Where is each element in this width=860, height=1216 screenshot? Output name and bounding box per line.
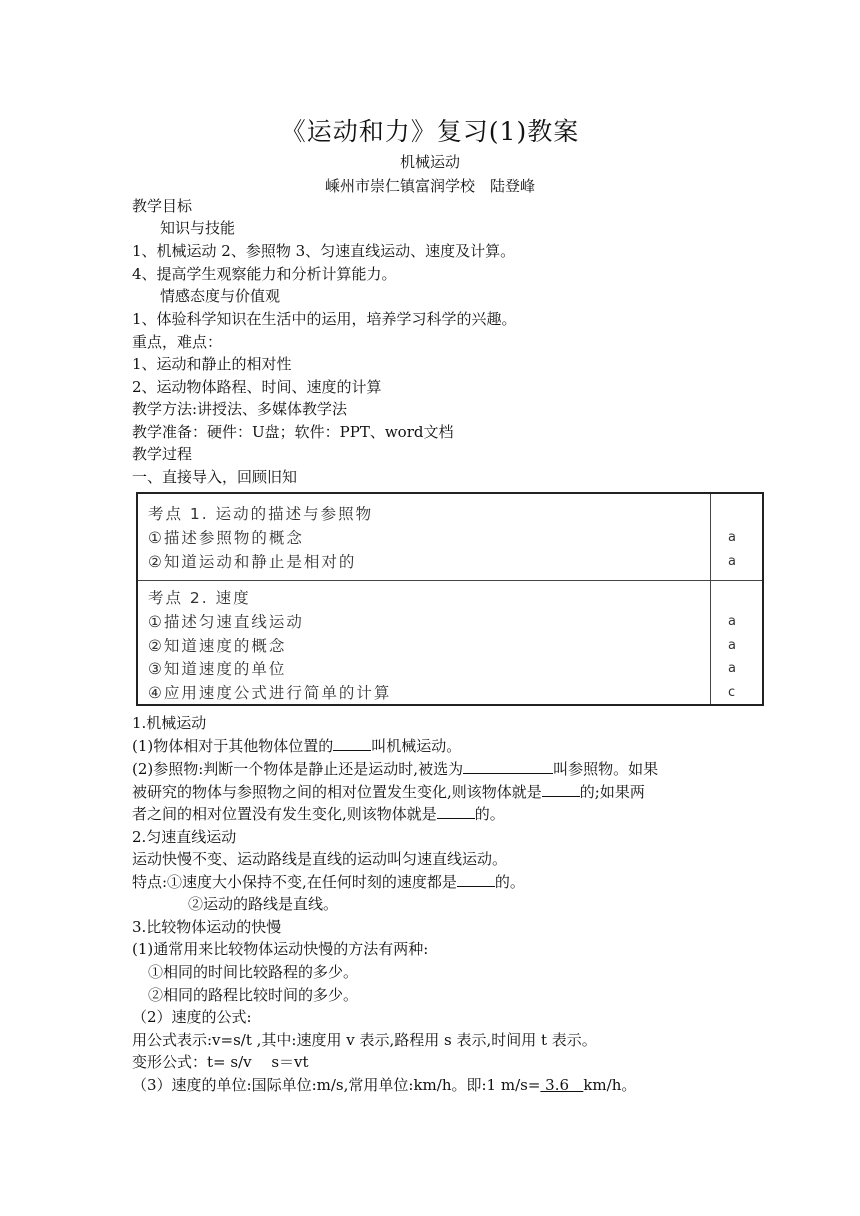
body-text: ②相同的路程比较时间的多少。 [148, 986, 359, 1004]
table-column-divider [710, 494, 711, 704]
table-group-heading: 考点 1. 运动的描述与参照物 [148, 505, 374, 523]
table-row-divider [138, 580, 762, 581]
body-text: ①相同的时间比较路程的多少。 [148, 963, 359, 981]
body-text: （2）速度的公式: [132, 1008, 252, 1026]
line-text: (2)参照物:判断一个物体是静止还是运动时,被选为 [132, 760, 464, 778]
table-item: ②知道运动和静止是相对的 [148, 553, 357, 571]
body-text: ②运动的路线是直线。 [188, 895, 339, 913]
line-text: （3）速度的单位:国际单位:m/s,常用单位:km/h。即:1 m/s= [132, 1076, 541, 1094]
goal-item-1: 1、机械运动 2、参照物 3、匀速直线运动、速度及计算。 [132, 242, 516, 260]
line-text: 者之间的相对位置没有发生变化,则该物体就是 [132, 805, 437, 823]
line-text: 叫机械运动。 [371, 737, 462, 755]
document-title: 《运动和力》复习(1)教案 [280, 117, 580, 146]
key-point-2: 2、运动物体路程、时间、速度的计算 [132, 378, 382, 396]
table-item-level: a [728, 638, 736, 653]
key-point-1: 1、运动和静止的相对性 [132, 355, 292, 373]
fill-in-line [132, 735, 461, 757]
table-item: ①描述匀速直线运动 [148, 613, 304, 631]
table-item: ②知道速度的概念 [148, 637, 287, 655]
table-item: ④应用速度公式进行简单的计算 [148, 684, 392, 702]
fill-in-line [132, 803, 505, 825]
table-item-level: c [728, 685, 736, 700]
heading-teaching-process: 教学过程 [132, 445, 193, 463]
answer-filled: 3.6 [540, 1076, 584, 1094]
fill-in-line [132, 758, 658, 780]
teaching-method: 教学方法:讲授法、多媒体教学法 [132, 400, 348, 418]
goal-item-4: 4、提高学生观察能力和分析计算能力。 [132, 265, 397, 283]
table-item-level: a [728, 614, 736, 629]
fill-in-line [132, 1074, 636, 1096]
table-item-level: a [728, 530, 736, 545]
answer-blank [437, 804, 475, 819]
line-text: (1)物体相对于其他物体位置的 [132, 737, 334, 755]
body-text: 变形公式：t= s/v s＝vt [132, 1053, 309, 1071]
line-text: 被研究的物体与参照物之间的相对位置发生变化,则该物体就是 [132, 783, 542, 801]
fill-in-line [132, 871, 525, 893]
line-text: km/h。 [583, 1076, 637, 1094]
section-intro: 一、直接导入，回顾旧知 [132, 468, 298, 486]
answer-blank [333, 736, 371, 751]
line-text: 的;如果两 [579, 783, 645, 801]
author-line: 嵊州市崇仁镇富润学校 陆登峰 [324, 177, 535, 195]
line-text: 的。 [494, 873, 525, 891]
table-item-level: a [728, 554, 736, 569]
table-item: ①描述参照物的概念 [148, 529, 304, 547]
heading-teaching-goals: 教学目标 [132, 197, 193, 215]
fill-in-line [132, 781, 645, 803]
section-uniform-motion: 2.匀速直线运动 [132, 828, 237, 846]
teaching-preparation: 教学准备：硬件：U盘；软件：PPT、word文档 [132, 423, 454, 441]
exam-points-table [136, 492, 764, 706]
answer-blank [457, 872, 495, 887]
line-text: 特点:①速度大小保持不变,在任何时刻的速度都是 [132, 873, 457, 891]
subheading-knowledge: 知识与技能 [160, 219, 236, 237]
section-compare-speed: 3.比较物体运动的快慢 [132, 918, 282, 936]
body-text: 用公式表示:v=s/t ,其中:速度用 v 表示,路程用 s 表示,时间用 t 表示。 [132, 1031, 597, 1049]
attitude-item-1: 1、体验科学知识在生活中的运用，培养学习科学的兴趣。 [132, 310, 517, 328]
heading-key-points: 重点，难点： [132, 333, 223, 351]
line-text: 叫参照物。如果 [553, 760, 659, 778]
table-item-level: a [728, 661, 736, 676]
table-item: ③知道速度的单位 [148, 660, 287, 678]
subheading-attitude: 情感态度与价值观 [160, 287, 281, 305]
answer-blank [463, 759, 553, 774]
line-text: 的。 [474, 805, 505, 823]
section-mechanical-motion: 1.机械运动 [132, 714, 207, 732]
answer-blank [542, 782, 580, 797]
body-text: 运动快慢不变、运动路线是直线的运动叫匀速直线运动。 [132, 850, 508, 868]
document-subtitle: 机械运动 [399, 153, 460, 171]
body-text: (1)通常用来比较物体运动快慢的方法有两种: [132, 940, 429, 958]
table-group-heading: 考点 2. 速度 [148, 589, 251, 607]
